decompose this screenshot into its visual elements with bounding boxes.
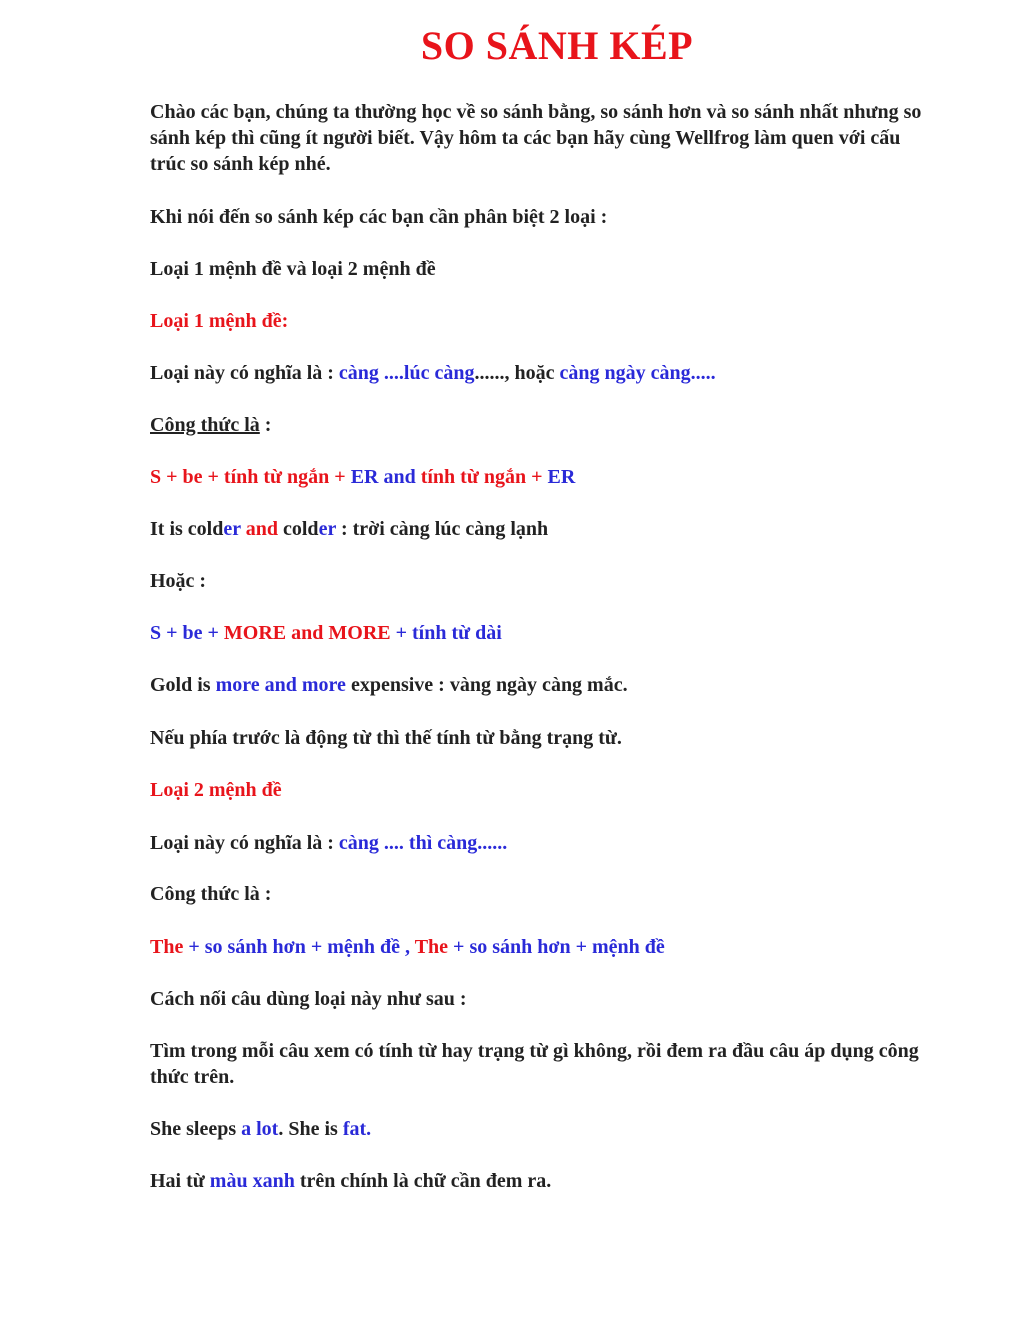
- formula-label-text: Công thức là: [150, 414, 260, 436]
- formula3: [150, 934, 940, 960]
- example3-part3: . She is: [278, 1118, 343, 1140]
- example2-part2: more and more: [215, 674, 346, 696]
- type1-heading: Loại 1 mệnh đề:: [150, 310, 289, 332]
- example1-part5: er: [318, 518, 336, 540]
- formula2: [150, 620, 940, 646]
- note-part2: màu xanh: [209, 1170, 295, 1192]
- note-part3: trên chính là chữ cần đem ra.: [294, 1170, 552, 1192]
- type1-meaning-lead: Loại này có nghĩa là :: [150, 362, 339, 384]
- example3-part4: fat: [342, 1118, 367, 1140]
- formula-label-2: Công thức là :: [150, 883, 272, 905]
- find-paragraph: Tìm trong mỗi câu xem có tính từ hay trạng từ gì không, rồi đem ra đầu câu áp dụng công thức trên.: [150, 1040, 919, 1088]
- formula-label-colon: :: [259, 414, 272, 436]
- example3-part1: She sleeps: [150, 1118, 242, 1140]
- type2-meaning-tail: ......: [477, 832, 508, 854]
- formula2-part2: MORE and MORE: [223, 622, 391, 644]
- type1-meaning-phrase1: càng ....lúc càng: [338, 362, 475, 384]
- or-label: Hoặc :: [150, 570, 207, 592]
- intro-paragraph: Chào các bạn, chúng ta thường học về so sánh bằng, so sánh hơn và so sánh nhất nhưng so sánh kép thì cũng ít người biết. Vậy hôm ta các bạn hãy cùng Wellfrog làm quen với cấu trúc so sánh kép nhé.: [150, 101, 922, 175]
- example3-part2: a lot: [241, 1118, 279, 1140]
- formula3-part1: The: [150, 936, 184, 958]
- formula1-part4: ER: [547, 466, 576, 488]
- page-title: SO SÁNH KÉP: [420, 23, 694, 68]
- formula1-part3: tính từ ngắn +: [420, 466, 548, 488]
- distinguish-paragraph: Khi nói đến so sánh kép các bạn cần phân biệt 2 loại :: [150, 206, 608, 228]
- example1-part1: It is cold: [150, 518, 224, 540]
- example1-part6: : trời càng lúc càng lạnh: [335, 518, 549, 540]
- howto-paragraph: Cách nối câu dùng loại này như sau :: [150, 988, 467, 1010]
- formula1-part2: ER and: [350, 466, 421, 488]
- example3-part5: .: [366, 1118, 372, 1140]
- example1: [150, 516, 940, 542]
- type1-meaning-phrase2: càng ngày càng: [559, 362, 691, 384]
- example2: [150, 672, 940, 698]
- formula1: [150, 464, 940, 490]
- type1-meaning: [150, 360, 940, 386]
- formula3-part2: + so sánh hơn + mệnh đề ,: [183, 936, 415, 958]
- formula3-part3: The: [414, 936, 449, 958]
- formula3-part4: + so sánh hơn + mệnh đề: [448, 936, 665, 958]
- example1-part4: cold: [283, 518, 319, 540]
- type2-heading: Loại 2 mệnh đề: [150, 779, 282, 801]
- example2-part1: Gold is: [150, 674, 216, 696]
- note-part1: Hai từ: [150, 1170, 210, 1192]
- types-paragraph: Loại 1 mệnh đề và loại 2 mệnh đề: [150, 258, 436, 280]
- example1-part3: and: [240, 518, 283, 540]
- note-paragraph: [150, 1168, 940, 1194]
- type1-meaning-tail: .....: [690, 362, 716, 384]
- formula-label: [150, 412, 940, 438]
- type1-meaning-mid: ......, hoặc: [474, 362, 560, 384]
- type2-meaning-lead: Loại này có nghĩa là :: [150, 832, 339, 854]
- type2-meaning: [150, 830, 940, 856]
- type2-meaning-phrase: càng .... thì càng: [338, 832, 478, 854]
- example3: [150, 1116, 940, 1142]
- formula2-part3: + tính từ dài: [390, 622, 502, 644]
- example2-part3: expensive : vàng ngày càng mắc.: [345, 674, 628, 696]
- adverb-paragraph: Nếu phía trước là động từ thì thế tính từ bằng trạng từ.: [150, 727, 622, 749]
- formula2-part1: S + be +: [150, 622, 224, 644]
- formula1-part1: S + be + tính từ ngắn +: [150, 466, 351, 488]
- example1-part2: er: [223, 518, 241, 540]
